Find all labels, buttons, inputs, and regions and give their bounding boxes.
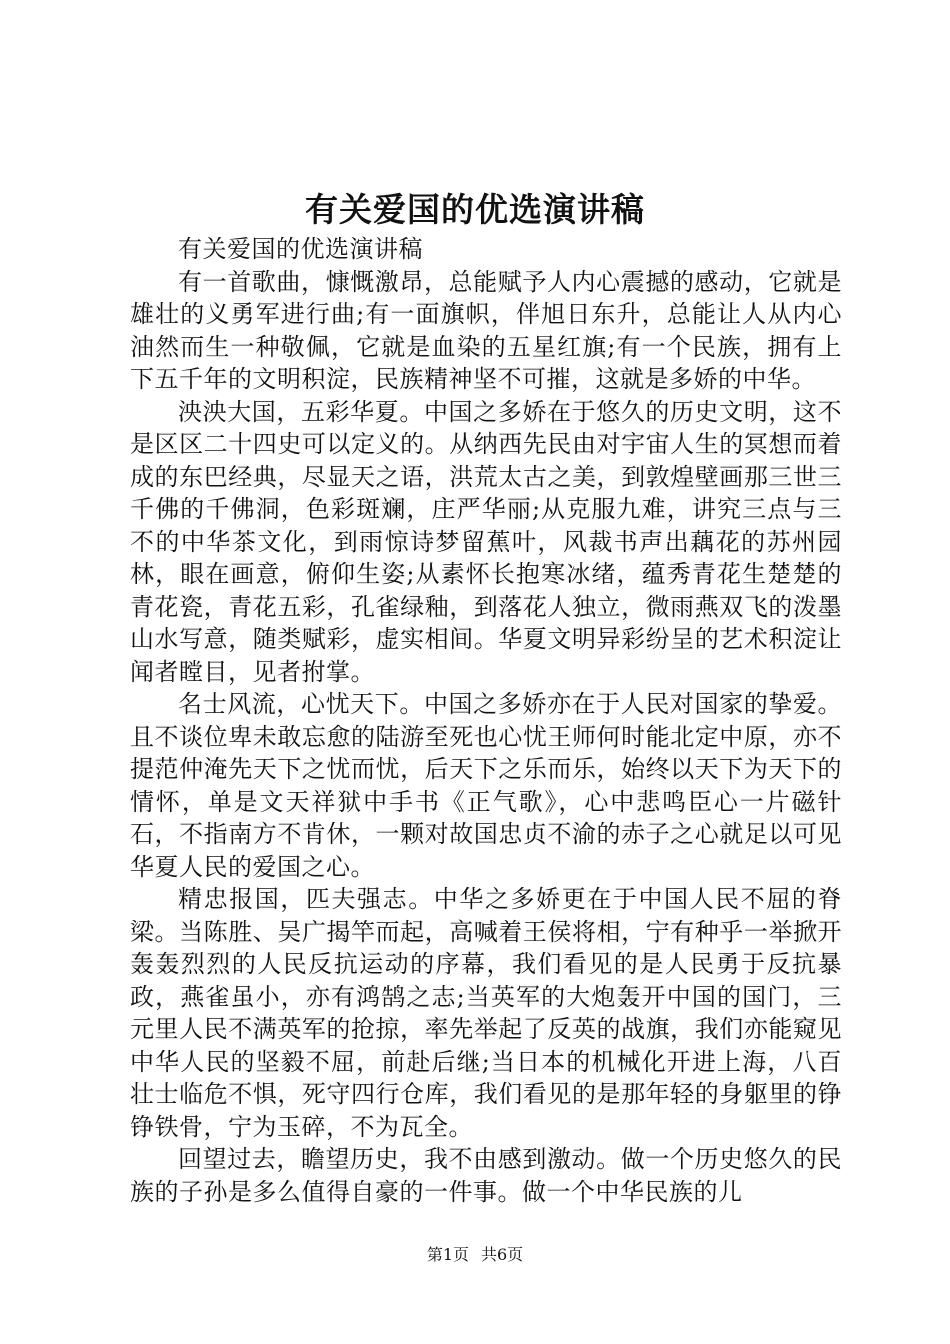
paragraph-subtitle: 有关爱国的优选演讲稿: [178, 235, 423, 263]
paragraph: 名士风流，心忧天下。中国之多娇亦在于人民对国家的挚爱。且不谈位卑未敢忘愈的陆游至死也心忧王师何时能北定中原，亦不提范仲淹先天下之忧而忧，后天下之乐而乐，始终以天下为天下的情怀，单是文天祥狱中手书《正气歌》，心中悲鸣臣心一片磁针石，不指南方不肯休，一颗对故国忠贞不渝的赤子之心就足以可见华夏人民的爱国之心。: [130, 690, 842, 881]
paragraph: 有一首歌曲，慷慨激昂，总能赋予人内心震撼的感动，它就是雄壮的义勇军进行曲;有一面旗帜，伴旭日东升，总能让人从内心油然而生一种敬佩，它就是血染的五星红旗;有一个民族，拥有上下五千年的文明积淀，民族精神坚不可摧，这就是多娇的中华。: [130, 267, 842, 393]
paragraph: 泱泱大国，五彩华夏。中国之多娇在于悠久的历史文明，这不是区区二十四史可以定义的。从纳西先民由对宇宙人生的冥想而着成的东巴经典，尽显天之语，洪荒太古之美，到敦煌壁画那三世三千佛的千佛洞，色彩斑斓，庄严华丽;从克服九难，讲究三点与三不的中华茶文化，到雨惊诗梦留蕉叶，风裁书声出藕花的苏州园林，眼在画意，俯仰生姿;从素怀长抱寒冰绪，蕴秀青花生楚楚的青花瓷，青花五彩，孔雀绿釉，到落花人独立，微雨燕双飞的泼墨山水写意，随类赋彩，虚实相间。华夏文明异彩纷呈的艺术积淀让闻者瞠目，见者拊掌。: [130, 397, 842, 686]
document-body: [130, 233, 842, 1208]
paragraph: 精忠报国，匹夫强志。中华之多娇更在于中国人民不屈的脊梁。当陈胜、吴广揭竿而起，高喊着王侯将相，宁有种乎一举掀开轰轰烈烈的人民反抗运动的序幕，我们看见的是人民勇于反抗暴政，燕雀虽小，亦有鸿鹄之志;当英军的大炮轰开中国的国门，三元里人民不满英军的抢掠，率先举起了反英的战旗，我们亦能窥见中华人民的坚毅不屈，前赴后继;当日本的机械化开进上海，八百壮士临危不惧，死守四行仓库，我们看见的是那年轻的身躯里的铮铮铁骨，宁为玉碎，不为瓦全。: [130, 885, 842, 1141]
document-title: 有关爱国的优选演讲稿: [305, 190, 645, 229]
paragraph: 回望过去，瞻望历史，我不由感到激动。做一个历史悠久的民族的子孙是多么值得自豪的一件事。做一个中华民族的儿: [130, 1145, 842, 1206]
page-footer: [0, 1244, 950, 1266]
page-number: 第1页: [426, 1245, 469, 1264]
page-total: 共6页: [481, 1245, 524, 1264]
